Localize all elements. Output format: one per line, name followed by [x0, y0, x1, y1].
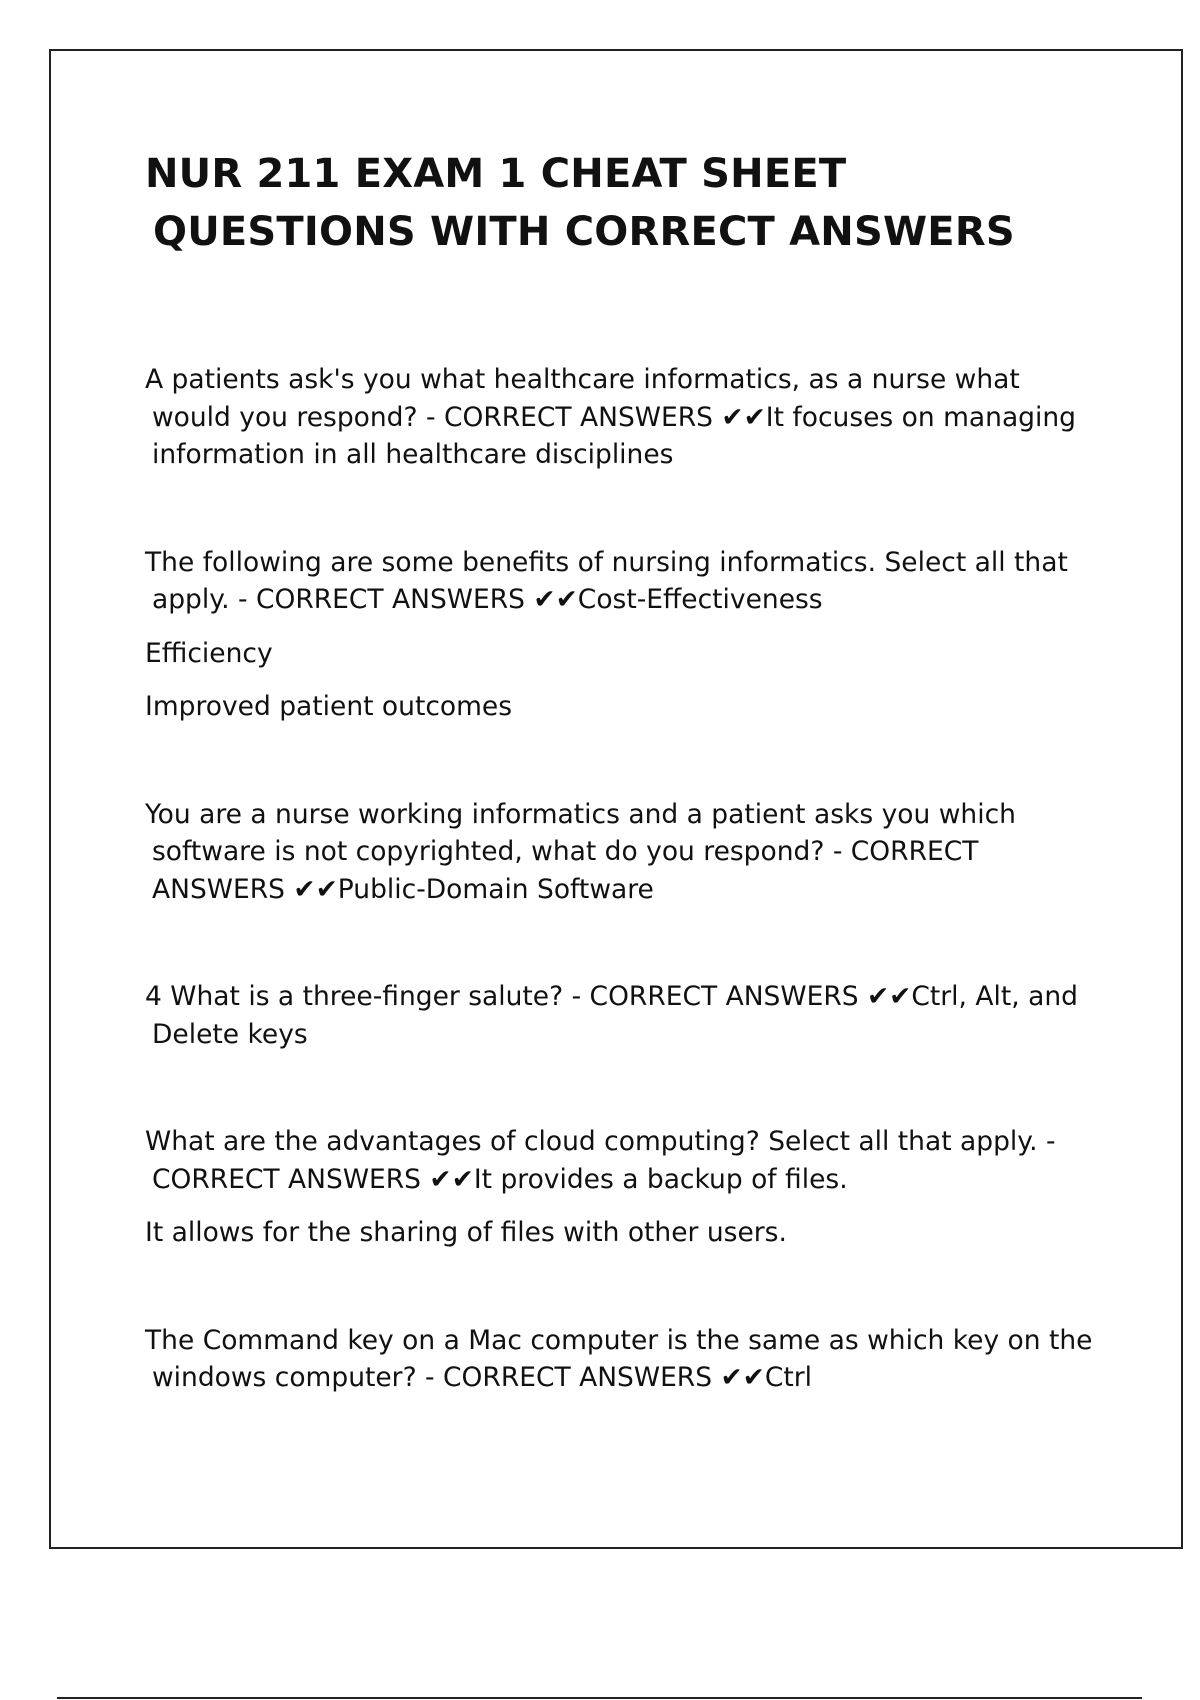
qa-answer-line: Efficiency [145, 637, 273, 669]
qa-text: A patients ask's you what healthcare informatics, as a nurse what would you respond? - CORRECT ANSWERS ✔✔It focuses on managing information in all healthcare disciplines [145, 364, 1076, 470]
qa-item [145, 1322, 1095, 1397]
qa-item [145, 1123, 1095, 1252]
title-line-2: QUESTIONS WITH CORRECT ANSWERS [153, 209, 1015, 255]
qa-item [145, 361, 1095, 474]
qa-item [145, 978, 1095, 1053]
document-content [145, 145, 1095, 1467]
title-line-1: NUR 211 EXAM 1 CHEAT SHEET [145, 151, 847, 197]
footer-divider [57, 1697, 1142, 1699]
qa-text: What are the advantages of cloud computing? Select all that apply. - CORRECT ANSWERS ✔✔It provides a backup of files. [145, 1126, 1056, 1195]
qa-item [145, 796, 1095, 909]
qa-answer-line: Improved patient outcomes [145, 691, 513, 722]
qa-text: The Command key on a Mac computer is the same as which key on the windows computer? - CORRECT ANSWERS ✔✔Ctrl [145, 1324, 1093, 1393]
qa-text: 4 What is a three-finger salute? - CORRECT ANSWERS ✔✔Ctrl, Alt, and Delete keys [145, 981, 1078, 1050]
qa-list [145, 361, 1095, 1397]
qa-item [145, 544, 1095, 726]
qa-text: The following are some benefits of nursing informatics. Select all that apply. - CORRECT ANSWERS ✔✔Cost-Effectiveness [145, 546, 1068, 615]
qa-text: You are a nurse working informatics and a patient asks you which software is not copyrighted, what do you respond? - CORRECT ANSWERS ✔✔Public-Domain Software [145, 798, 1016, 905]
document-title [145, 145, 1095, 261]
qa-answer-line: It allows for the sharing of files with other users. [145, 1217, 787, 1248]
